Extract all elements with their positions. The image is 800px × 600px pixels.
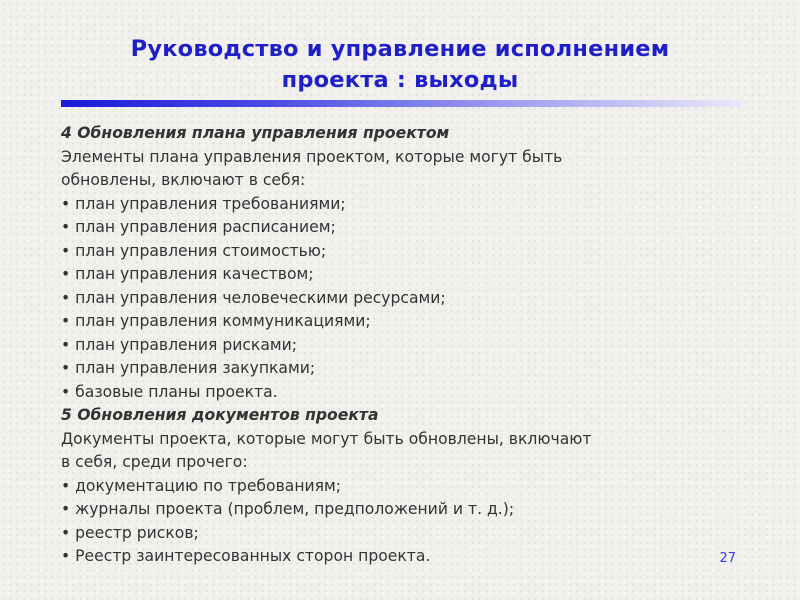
bullet-item: • документацию по требованиям; (61, 476, 342, 495)
bullet-item: • базовые планы проекта. (61, 382, 278, 401)
bullet-item: • план управления коммуникациями; (61, 312, 371, 330)
section-heading-plan-updates: 4 Обновления плана управления проектом (61, 124, 450, 142)
section-heading-document-updates: 5 Обновления документов проекта (61, 406, 379, 424)
bullet-item: • журналы проекта (проблем, предположений и т. д.); (61, 500, 515, 518)
title-underline-rule (61, 100, 741, 107)
bullet-item: • план управления рисками; (61, 335, 298, 354)
section-intro-line: в себя, среди прочего: (61, 453, 248, 471)
page-number: 27 (719, 551, 736, 566)
bullet-item: • Реестр заинтересованных сторон проекта. (61, 547, 431, 565)
slide-body (61, 122, 761, 569)
bullet-item: • план управления расписанием; (61, 218, 336, 236)
bullet-item: • план управления требованиями; (61, 194, 346, 213)
bullet-item: • план управления человеческими ресурсами; (61, 288, 446, 307)
bullet-item: • план управления качеством; (61, 265, 314, 283)
section-intro-line: Элементы плана управления проектом, которые могут быть (61, 147, 563, 166)
bullet-item: • план управления стоимостью; (61, 241, 327, 260)
slide-title-line-2: проекта : выходы (281, 67, 519, 93)
bullet-item: • реестр рисков; (61, 523, 199, 542)
section-intro-line: обновлены, включают в себя: (61, 171, 306, 189)
slide-title-line-1: Руководство и управление исполнением (130, 36, 670, 62)
bullet-item: • план управления закупками; (61, 359, 316, 377)
section-intro-line: Документы проекта, которые могут быть обновлены, включают (61, 429, 592, 448)
slide-title (60, 34, 740, 96)
